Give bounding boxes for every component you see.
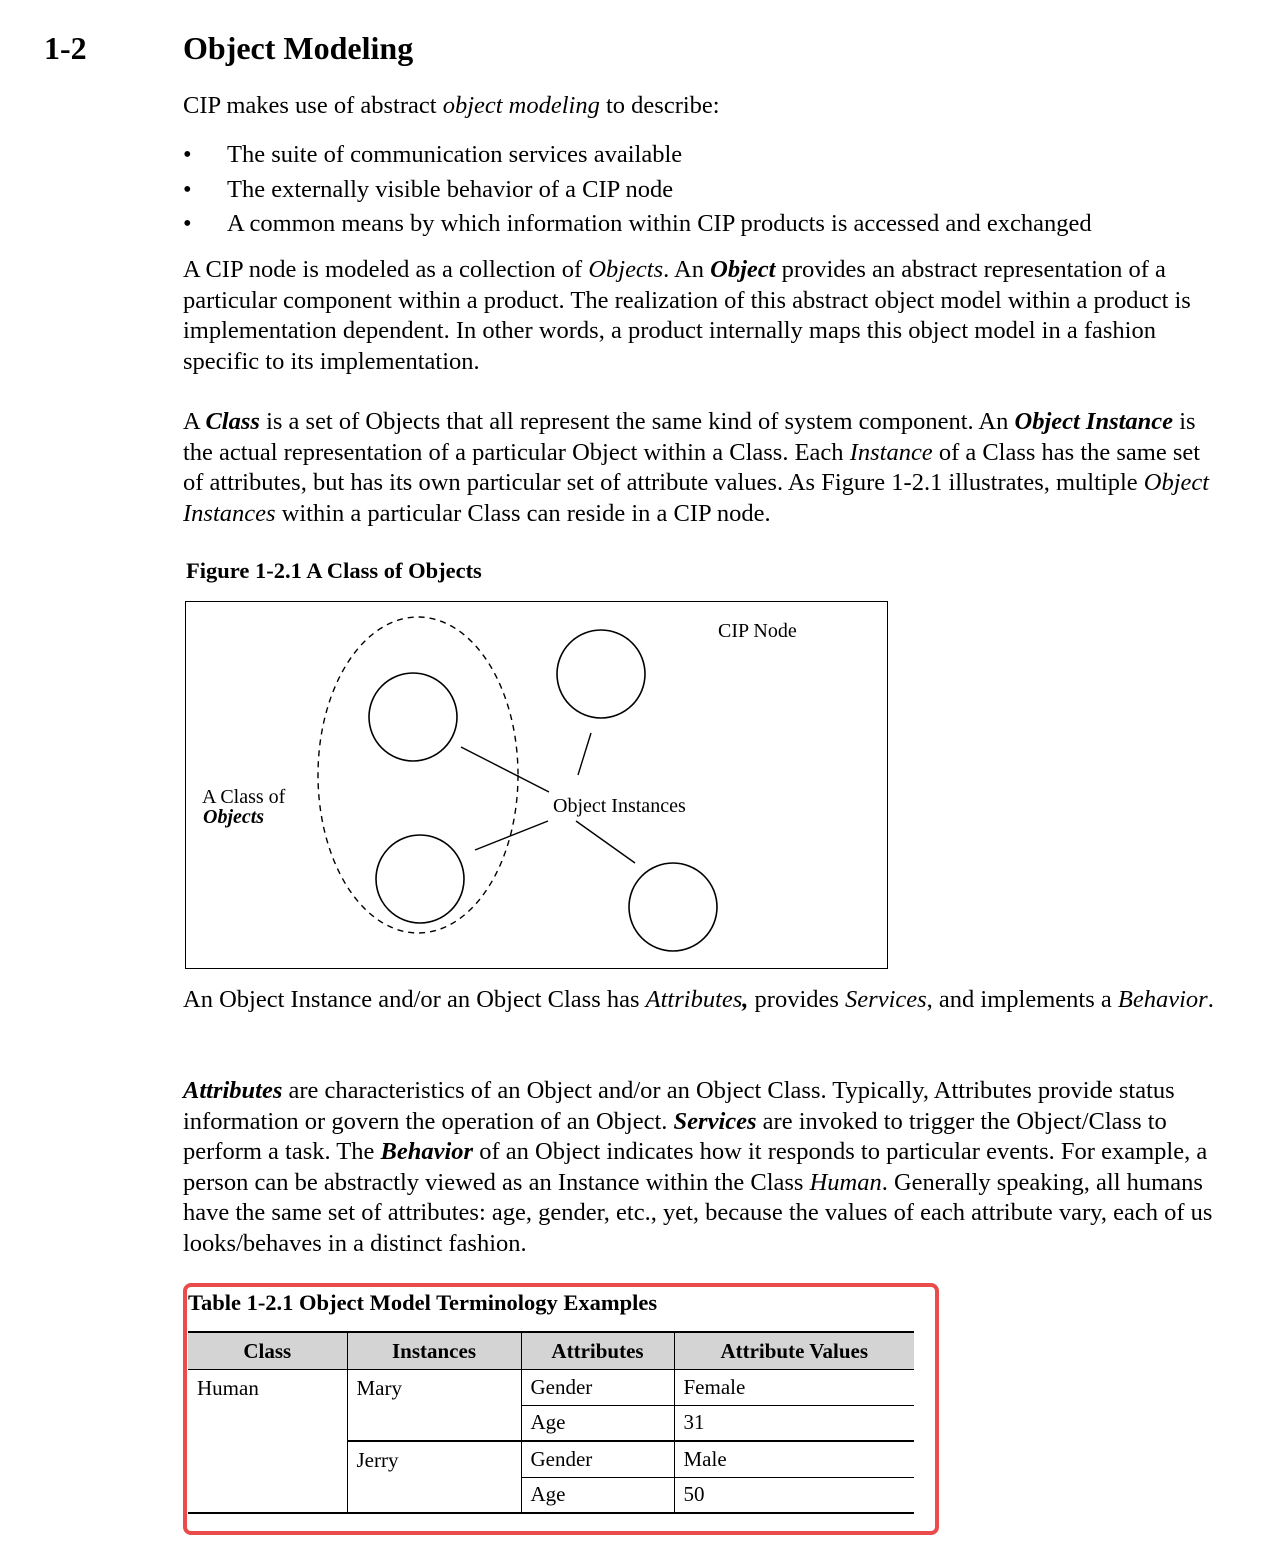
object-instance-circle (629, 863, 717, 951)
connector-line (578, 733, 591, 775)
object-instances-label: Object Instances (553, 795, 686, 817)
class-label-line1: A Class of (202, 786, 286, 808)
class-boundary (318, 617, 518, 933)
table-caption: Table 1-2.1 Object Model Terminology Examples (188, 1290, 658, 1315)
paragraph-attributes-services: An Object Instance and/or an Object Class has Attributes, provides Services, and implements a Behavior. (183, 986, 1214, 1013)
diagram-canvas (186, 602, 889, 970)
class-label-line2: Objects (203, 806, 265, 828)
paragraph-objects: A CIP node is modeled as a collection of Objects. An Object provides an abstract representation of a particular component within a product. The realization of this abstract object model within a product is implementation dependent. In other words, a product internally maps this object model in a fashion specific to its implementation. (183, 256, 1191, 375)
intro-paragraph: CIP makes use of abstract object modeling to describe: (183, 92, 720, 119)
class-cell: Human (188, 1370, 347, 1514)
table-header-row (188, 1332, 914, 1370)
bullet-icon: • (183, 175, 192, 203)
connector-line (576, 821, 635, 863)
bullet-list (183, 138, 1243, 242)
instance-cell: Mary (347, 1370, 521, 1442)
attribute-value-cell: 31 (674, 1405, 914, 1441)
attribute-cell: Age (521, 1405, 674, 1441)
list-item: • The externally visible behavior of a CIP node (183, 173, 1243, 208)
instance-cell: Jerry (347, 1441, 521, 1513)
figure-caption: Figure 1-2.1 A Class of Objects (186, 558, 482, 583)
attribute-value-cell: Female (674, 1370, 914, 1406)
paragraph-behavior: Attributes are characteristics of an Object and/or an Object Class. Typically, Attributes provide status information or govern the operation of an Object. Services are invoked to trigger the Object/Class to perform a task. The Behavior of an Object indicates how it responds to particular events. For example, a person can be abstractly viewed as an Instance within the Class Human. Generally speaking, all humans have the same set of attributes: age, gender, etc., yet, because the values of each attribute vary, each of us looks/behaves in a distinct fashion. (183, 1077, 1213, 1257)
connector-line (475, 821, 548, 850)
section-title: Object Modeling (183, 30, 414, 66)
bullet-icon: • (183, 210, 192, 237)
list-item: • A common means by which information within CIP products is accessed and exchanged (183, 207, 1243, 242)
column-header: Class (188, 1332, 347, 1370)
bullet-icon: • (183, 141, 192, 168)
object-instance-circle (557, 630, 645, 718)
attribute-value-cell: 50 (674, 1477, 914, 1513)
class-of-objects-diagram (185, 601, 888, 969)
attribute-cell: Age (521, 1477, 674, 1513)
list-item: • The suite of communication services available (183, 138, 1243, 173)
paragraph-class: A Class is a set of Objects that all represent the same kind of system component. An Object Instance is the actual representation of a particular Object within a Class. Each Instance of a Class has the same set of attributes, but has its own particular set of attribute values. As Figure 1-2.1 illustrates, multiple Object Instances within a particular Class can reside in a CIP node. (183, 408, 1210, 527)
column-header: Attribute Values (674, 1332, 914, 1370)
cip-node-label: CIP Node (718, 620, 797, 642)
attribute-cell: Gender (521, 1441, 674, 1477)
attribute-value-cell: Male (674, 1441, 914, 1477)
object-instance-circle (376, 835, 464, 923)
column-header: Attributes (521, 1332, 674, 1370)
terminology-table (188, 1331, 914, 1514)
connector-line (461, 747, 549, 792)
column-header: Instances (347, 1332, 521, 1370)
table-row (188, 1370, 914, 1406)
attribute-cell: Gender (521, 1370, 674, 1406)
object-instance-circle (369, 673, 457, 761)
section-number: 1-2 (44, 30, 87, 66)
